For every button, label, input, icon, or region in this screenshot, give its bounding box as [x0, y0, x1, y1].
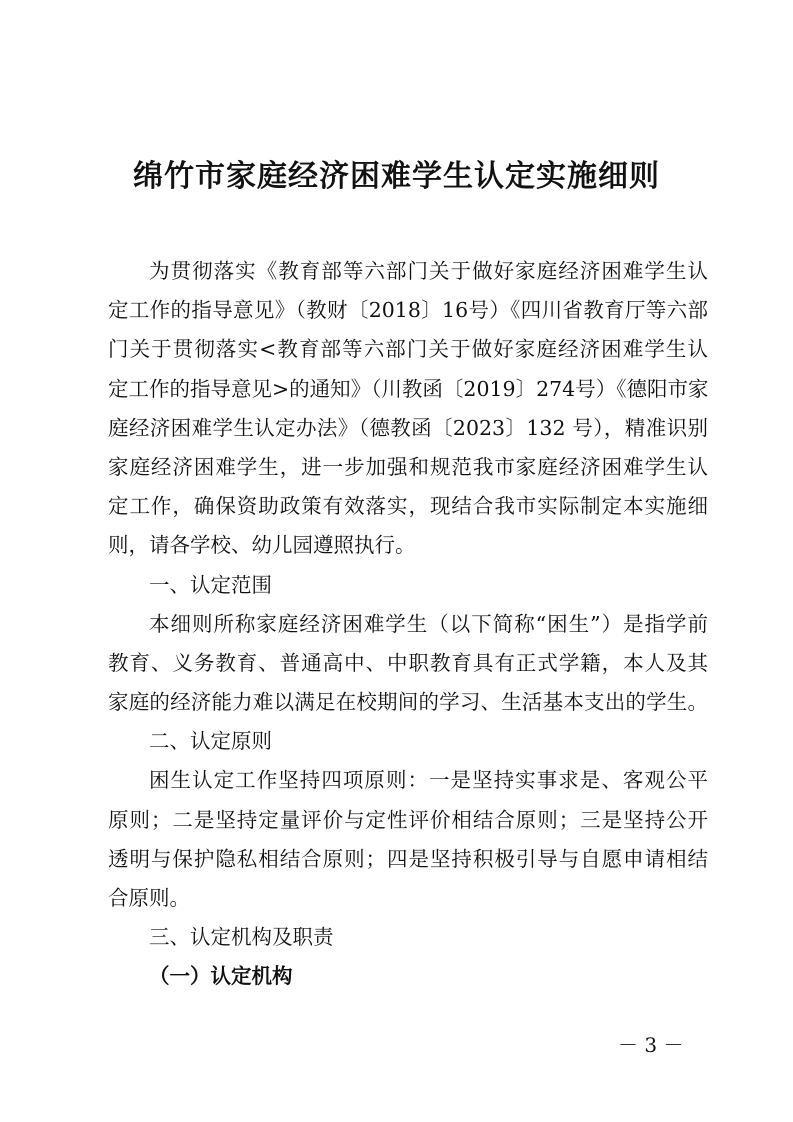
subsection-heading: （一）认定机构 — [149, 964, 293, 989]
intro-line: 定工作的指导意见》（教财〔2018〕16号）《四川省教育厅等六部 — [108, 298, 708, 323]
section-line: 本细则所称家庭经济困难学生（以下简称“困生”）是指学前 — [149, 611, 708, 636]
section-heading-principles: 二、认定原则 — [149, 729, 272, 754]
section-line: 家庭的经济能力难以满足在校期间的学习、生活基本支出的学生。 — [108, 690, 708, 715]
intro-line: 门关于贯彻落实<教育部等六部门关于做好家庭经济困难学生认 — [108, 337, 708, 362]
section-line: 合原则。 — [108, 886, 190, 910]
section-line: 教育、义务教育、普通高中、中职教育具有正式学籍，本人及其 — [108, 650, 708, 675]
document-title: 绵竹市家庭经济困难学生认定实施细则 — [133, 159, 660, 194]
page-number: － 3 － — [618, 1033, 684, 1057]
section-heading-scope: 一、认定范围 — [149, 572, 272, 597]
document-body — [108, 252, 708, 997]
intro-line: 定工作的指导意见>的通知》（川教函〔2019〕274号）《德阳市家 — [108, 376, 708, 401]
section-line: 困生认定工作坚持四项原则：一是坚持实事求是、客观公平 — [149, 768, 708, 793]
intro-line: 定工作，确保资助政策有效落实，现结合我市实际制定本实施细 — [108, 494, 708, 519]
intro-line: 为贯彻落实《教育部等六部门关于做好家庭经济困难学生认 — [149, 259, 708, 283]
section-heading-organization: 三、认定机构及职责 — [149, 925, 334, 950]
intro-line: 家庭经济困难学生，进一步加强和规范我市家庭经济困难学生认 — [108, 454, 708, 479]
section-line: 透明与保护隐私相结合原则；四是坚持积极引导与自愿申请相结 — [108, 846, 708, 871]
section-line: 原则；二是坚持定量评价与定性评价相结合原则；三是坚持公开 — [108, 807, 708, 832]
intro-line: 庭经济困难学生认定办法》（德教函〔2023〕132 号），精准识别 — [108, 415, 708, 440]
intro-line: 则，请各学校、幼儿园遵照执行。 — [108, 533, 416, 558]
